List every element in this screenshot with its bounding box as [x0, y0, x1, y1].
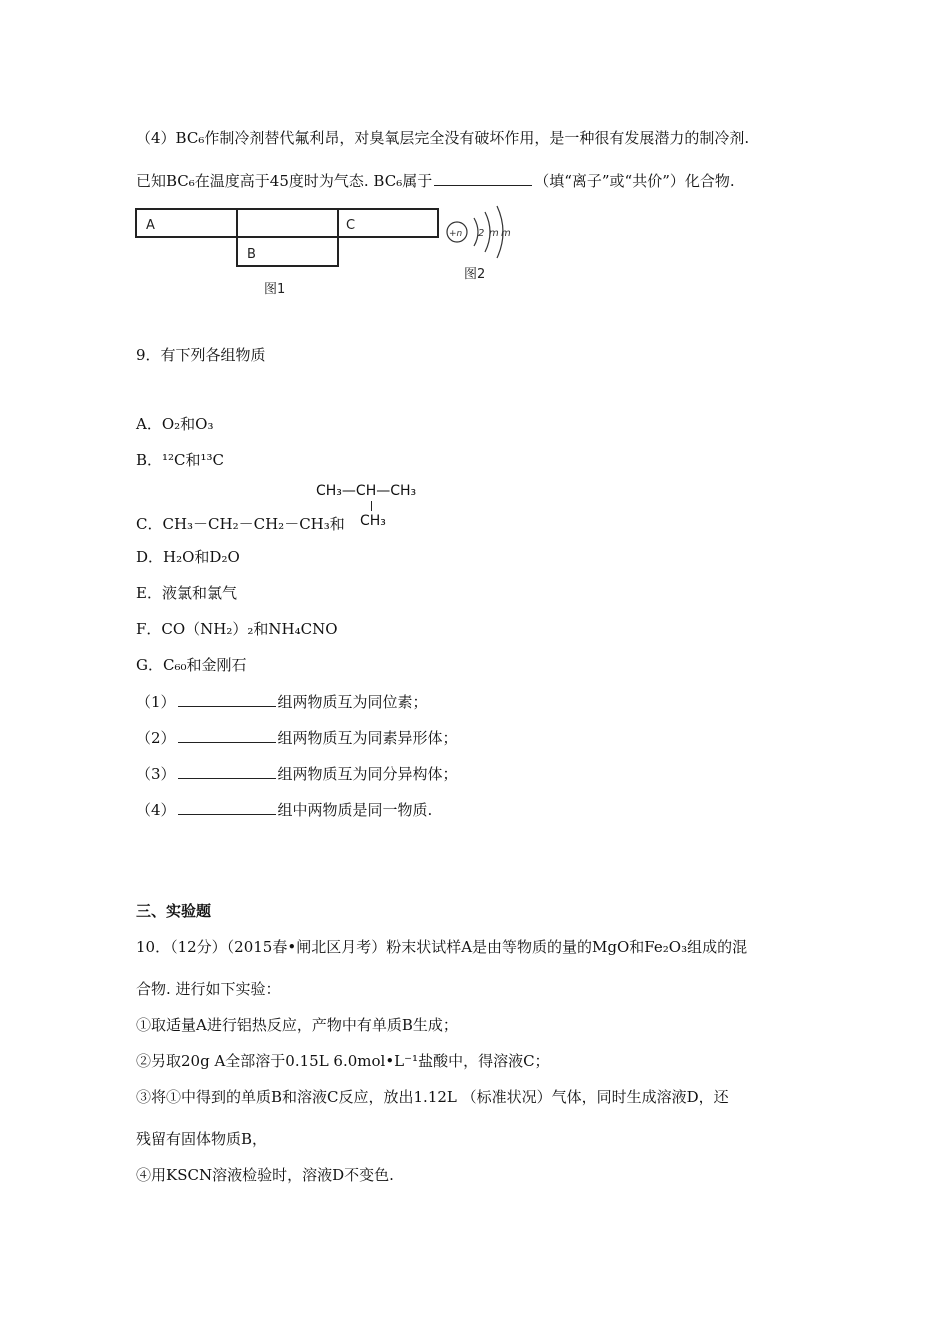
q10-step-3: ③将①中得到的单质B和溶液C反应，放出1.12L （标准状况）气体，同时生成溶液D，还: [136, 1088, 729, 1106]
q9-sub2-text: 组两物质互为同素异形体；: [277, 729, 458, 747]
answer-blank-sub1[interactable]: [178, 691, 276, 707]
q9-sub4-text: 组中两物质是同一物质.: [277, 801, 433, 819]
q10-step-4: ④用KSCN溶液检验时，溶液D不变色.: [136, 1166, 394, 1184]
q9-option-d: D．H₂O和D₂O: [136, 548, 240, 566]
q9-sub1-label: （1）: [136, 693, 176, 711]
q9-subquestion-1: [136, 691, 428, 712]
q9-sub3-text: 组两物质互为同分异构体；: [277, 765, 458, 783]
figure-2-nucleus-label: +n: [449, 229, 463, 239]
q9-subquestion-4: [136, 799, 432, 820]
q9-option-a: A．O₂和O₃: [136, 415, 214, 433]
q9-option-g: G．C₆₀和金刚石: [136, 656, 247, 674]
figure-2-shell-1: 2: [478, 228, 485, 239]
figure-1-cell-b: B: [247, 247, 256, 262]
q9-sub2-label: （2）: [136, 729, 176, 747]
isobutane-branch-bond: [371, 501, 372, 511]
section-heading-experiment: 三、实验题: [136, 902, 212, 920]
figure-2-shell-3: m: [501, 228, 511, 239]
figure-2-atom-structure: [442, 200, 522, 285]
q9-sub3-label: （3）: [136, 765, 176, 783]
q8-part4-line2-text-a: 已知BC₆在温度高于45度时为气态. BC₆属于: [136, 172, 433, 190]
answer-blank-sub4[interactable]: [178, 799, 276, 815]
figure-2-caption: 图2: [464, 267, 486, 282]
answer-blank-bond-type[interactable]: [434, 170, 532, 186]
q9-sub4-label: （4）: [136, 801, 176, 819]
q8-part4-line1: （4）BC₆作制冷剂替代氟利昂，对臭氧层完全没有破坏作用，是一种很有发展潜力的制冷剂.: [136, 129, 750, 147]
q10-line1: 10．（12分）（2015春•闸北区月考）粉末状试样A是由等物质的量的MgO和Fe₂O₃组成的混: [136, 938, 748, 956]
answer-blank-sub3[interactable]: [178, 763, 276, 779]
q9-subquestion-3: [136, 763, 458, 784]
q9-option-b: B．¹²C和¹³C: [136, 451, 225, 469]
q9-sub1-text: 组两物质互为同位素；: [277, 693, 428, 711]
q9-subquestion-2: [136, 727, 458, 748]
q10-step-1: ①取适量A进行铝热反应，产物中有单质B生成；: [136, 1016, 458, 1034]
isobutane-branch: CH₃: [360, 513, 386, 529]
figure-1-caption: 图1: [264, 282, 286, 297]
figure-2-shell-2: m: [489, 228, 499, 239]
q10-step-3-continued: 残留有固体物质B，: [136, 1130, 268, 1148]
q9-option-f: F．CO（NH₂）₂和NH₄CNO: [136, 620, 338, 638]
figure-1-periodic-table-fragment: [134, 205, 444, 300]
q8-part4-line2: [136, 170, 735, 191]
q10-line2: 合物. 进行如下实验：: [136, 980, 281, 998]
q9-option-e: E．液氯和氯气: [136, 584, 237, 602]
q9-option-c: C．CH₃－CH₂－CH₂－CH₃和: [136, 515, 345, 533]
q10-step-2: ②另取20g A全部溶于0.15L 6.0mol•L⁻¹盐酸中，得溶液C；: [136, 1052, 550, 1070]
q9-title: 9．有下列各组物质: [136, 346, 266, 364]
figure-1-cell-a: A: [146, 218, 155, 233]
answer-blank-sub2[interactable]: [178, 727, 276, 743]
q8-part4-line2-text-b: （填“离子”或“共价”）化合物.: [534, 172, 735, 190]
isobutane-main-chain: CH₃—CH—CH₃: [316, 483, 417, 499]
figure-1-cell-c: C: [346, 218, 356, 233]
